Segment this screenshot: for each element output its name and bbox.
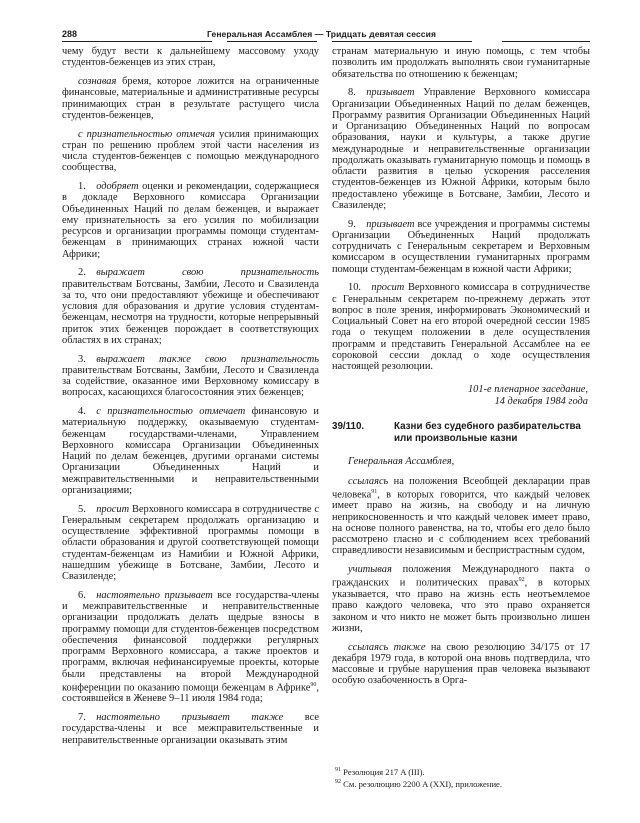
- operative-phrase: просит: [371, 282, 405, 294]
- paragraph-number: 1.: [78, 181, 86, 192]
- paragraph: [332, 476, 590, 557]
- paragraph-text: правительствам Ботсваны, Замбии, Лесото и Свазиленда за то, что они предоставляют убежище и обеспечивают условия для образования и другие условия студентам-беженцам, несмотря на трудности, которые непрерывный приток этих беженцев порождает в соответствующих областях в их странах;: [62, 278, 319, 346]
- operative-phrase: призывает: [366, 218, 415, 230]
- paragraph-text: все государства-члены и межправительственные и неправительственные организации продолжать делать щедрые взносы в программу помощи для студентов-беженцев посредством обеспечения финансовой поддержки регулярных программ Верховного комиссара, а также проектов и программ, включая нефинансируемые проекты, которые были представлены на второй Международной конференции по оказанию помощи беженцам в Африке: [62, 589, 319, 694]
- paragraph: [332, 564, 590, 634]
- paragraph-text: на свою резолюцию 34/175 от 17 декабря 1979 года, в которой она вновь подтвердила, что массовые и грубые нарушения прав человека вызывают особую озабоченность в Орга-: [332, 641, 590, 687]
- meeting-date: 14 декабря 1984 года: [494, 395, 588, 407]
- right-column: [332, 46, 590, 694]
- paragraph: [62, 712, 319, 746]
- operative-phrase: настоятельно призывает: [96, 589, 213, 601]
- operative-phrase: просит: [96, 503, 130, 515]
- paragraph-text: , состоявшейся в Женеве 9–11 июля 1984 года;: [62, 682, 319, 705]
- paragraph-text: Верховного комиссара в сотрудничестве с Генеральным секретарем продолжать организацию и осуществление эффективной программы помощи в области образования и другой соответствующей помощи студентам-беженцам из Намибии и Южной Африки, нашедшим убежище в Ботсване, Замбии, Лесото и Свазиленде;: [62, 503, 319, 582]
- operative-phrase: настоятельно призывает также: [96, 712, 284, 724]
- paragraph-text: оценки и рекомендации, содержащиеся в докладе Верховного комиссара Организации Объединенных Наций по делам беженцев, и выражает ему признательность за его усилия по мобилизации ресурсов и организации программы помощи студентам-беженцам в принимающих странах южной части Африки;: [62, 181, 319, 260]
- paragraph: [332, 642, 590, 687]
- paragraph-text: , в которых указывается, что право на жизнь есть неотъемлемое право каждого человека, что это право охраняется законом и что никто не может быть произвольно лишен жизни,: [332, 577, 590, 634]
- header-rule: [332, 41, 472, 42]
- paragraph-text: на положения Всеобщей декларации прав человека: [332, 475, 590, 501]
- paragraph-number: 4.: [78, 406, 86, 417]
- footnote-text: Резолюция 217 A (III).: [341, 766, 425, 777]
- signature-block: [332, 384, 590, 407]
- paragraph-number: 5.: [78, 503, 86, 515]
- resolution-number: 39/110.: [332, 421, 365, 433]
- operative-phrase: одобряет: [96, 181, 139, 192]
- operative-phrase: ссылаясь также: [348, 641, 426, 653]
- paragraph: [332, 46, 590, 80]
- operative-phrase: с признательностью отмечает: [96, 406, 246, 417]
- resolution-heading: [332, 421, 590, 444]
- paragraph-text: странам материальную и иную помощь, с тем чтобы позволить им продолжать выполнять свои гуманитарные обязательства по отношению к беженцам;: [332, 46, 590, 80]
- paragraph-text: все учреждения и программы системы Организации Объединенных Наций продолжать сотрудничать с Генеральным секретарем и Верховным комиссаром в осуществлении гуманитарных программ помощи студентам-беженцам в южной части Африки;: [332, 218, 590, 275]
- footnote-text: См. резолюцию 2200 A (XXI), приложение.: [341, 779, 503, 790]
- paragraph-text: Управление Верховного комиссара Организации Объединенных Наций по делам беженцев, Программу развития Организации Объединенных Наций и Организацию Объединенных Наций по вопросам образования, науки и культуры, а также другие международные и неправительственные организации продолжать оказывать гуманитарную помощь и помощь в области развития в целью ускорения расселения студентов-беженцев из Южной Африки, которым было предоставлено убежище в Ботсване, Замбии, Лесото и Свазиленде;: [332, 87, 590, 211]
- operative-phrase: учитывая: [348, 564, 392, 576]
- resolution-body: Генеральная Ассамблея,: [348, 456, 455, 468]
- resolution-title: Казни без судебного разбирательства или произвольные казни: [394, 421, 581, 444]
- paragraph-number: 10.: [348, 282, 361, 294]
- running-head: Генеральная Ассамблея — Тридцать девятая сессия: [207, 29, 437, 39]
- paragraph: [332, 282, 590, 372]
- footnote-ref: 91: [371, 488, 378, 495]
- paragraph-text: , в которых говорится, что каждый человек имеет право на жизнь, на свободу и на личную неприкосновенность и что каждый человек имеет право, на основе полного равенства, на то, чтобы его дело было рассмотрено гласно и с соблюдением всех требований справедливости независимым и беспристрастным судом,: [332, 489, 590, 557]
- paragraph-text: все государства-члены и все межправительственные и неправительственные организации оказывать этим: [62, 712, 320, 746]
- footnote-ref: 90: [310, 681, 317, 688]
- footnote-mark: 91: [335, 767, 341, 773]
- paragraph: [62, 181, 319, 260]
- header-rule: [62, 41, 212, 42]
- paragraph-number: 8.: [348, 87, 356, 99]
- paragraph-text: усилия принимающих стран по решению проблем этой части населения из числа студентов-беженцев с помощью международного сообщества,: [62, 128, 319, 174]
- footnote-mark: 92: [335, 779, 341, 786]
- meeting-label: 101-е пленарное заседание,: [467, 384, 588, 396]
- footnote: [335, 765, 502, 777]
- paragraph: [62, 590, 319, 705]
- paragraph: [62, 267, 319, 346]
- paragraph: [62, 129, 319, 174]
- operative-phrase: с признательностью отмечая: [78, 128, 216, 140]
- paragraph-text: финансовую и материальную поддержку, оказываемую студентам-беженцам государствами-членами, Управлением Верховного комиссара Организации Объединенных Наций по делам беженцев, другими органами системы Организации Объединенных Наций и межправительственными и неправительственными организациями;: [62, 406, 319, 496]
- paragraph: [62, 46, 319, 69]
- header-rule: [502, 41, 590, 42]
- paragraph-number: 2.: [78, 267, 86, 279]
- left-column: [62, 46, 319, 753]
- paragraph: [62, 504, 319, 583]
- operative-phrase: призывает: [366, 87, 415, 99]
- paragraph: [62, 354, 319, 399]
- paragraph: [332, 219, 590, 275]
- header-rule: [227, 41, 317, 42]
- footnote-ref: 92: [518, 577, 525, 584]
- paragraph: [332, 87, 590, 211]
- paragraph-text: правительствам Ботсваны, Замбии, Лесото и Свазиленда за содействие, оказанное ими Верховному комиссару в вопросах, касающихся благосостояния этих беженцев;: [62, 364, 319, 399]
- operative-phrase: сознавая: [78, 76, 117, 87]
- paragraph-text: Верховного комиссара в сотрудничестве с Генеральным секретарем по-прежнему держать этот вопрос в поле зрения, информировать Экономический и Социальный Совет на его второй очередной сессии 1985 года о текущем положении в деле осуществления программ и представить Генеральной Ассамблее на ее сороковой сессии доклад о ходе осуществления настоящей резолюции.: [332, 282, 590, 372]
- paragraph-number: 6.: [78, 589, 86, 601]
- operative-phrase: выражает свою признательность: [96, 267, 319, 279]
- operative-phrase: ссылаясь: [348, 475, 389, 487]
- operative-phrase: выражает также свою признательность: [96, 353, 319, 365]
- paragraph-number: 3.: [78, 353, 86, 365]
- paragraph: [62, 406, 319, 496]
- footnotes: [335, 765, 502, 790]
- paragraph-text: чему будут вести к дальнейшему массовому уходу студентов-беженцев из этих стран,: [62, 46, 319, 69]
- paragraph-number: 9.: [348, 218, 356, 230]
- footnote: [335, 777, 502, 789]
- page-header: [62, 29, 590, 43]
- paragraph-text: положения Международного пакта о гражданских и политических правах: [332, 564, 590, 589]
- paragraph-text: бремя, которое ложится на ограниченные финансовые, материальные и административные ресурсы принимающих стран в результате растущего числа студентов-беженцев,: [62, 76, 319, 121]
- paragraph: [62, 76, 319, 121]
- paragraph-number: 7.: [78, 712, 86, 724]
- page-number: 288: [62, 29, 78, 39]
